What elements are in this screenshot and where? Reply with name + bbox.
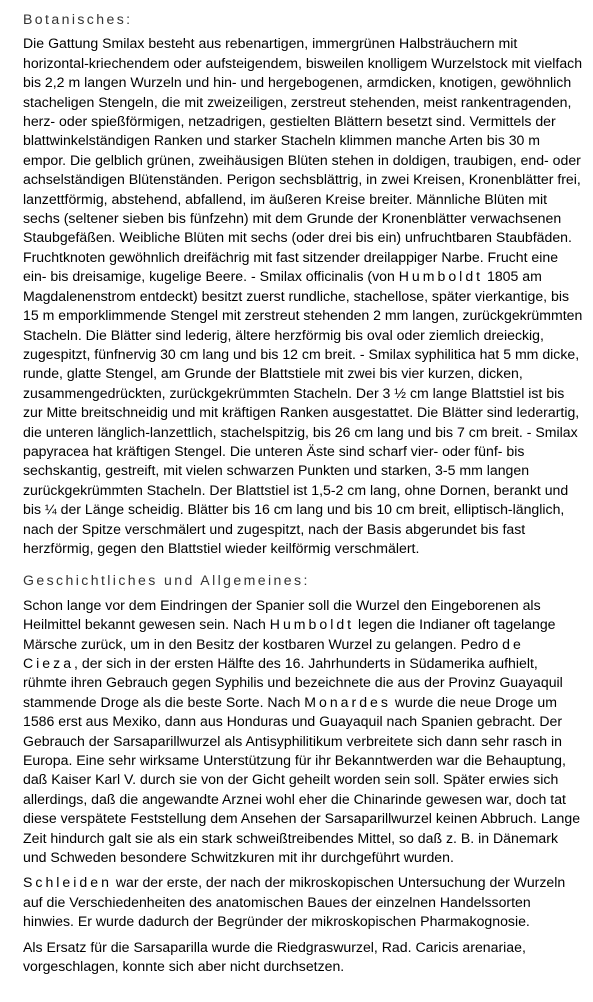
spaced-name: Humboldt — [269, 616, 355, 633]
text-run: Als Ersatz für die Sarsaparilla wurde die Riedgraswurzel, Rad. Caricis arenariae, vorgeschlagen, konnte sich aber nicht durchsetzen. — [23, 938, 526, 975]
text-run: , der sich in der ersten Hälfte des 16. Jahrhunderts in Südamerika aufhielt, rühmte ihren Gebrauch gegen Syphilis und bezeichnete die aus der Provinz Guayaquil stammende Droge als die beste Sorte. Nach — [23, 655, 563, 710]
spaced-name: de Cieza — [23, 635, 524, 671]
text-run: Schon lange vor dem Eindringen der Spanier soll die Wurzel den Eingeborenen als Heilmittel bekannt gewesen sein. Nach — [23, 596, 541, 633]
paragraph-geschichte-2 — [23, 873, 583, 931]
text-run: Die Gattung Smilax besteht aus rebenartigen, immergrünen Halbsträuchern mit horizontal-kriechendem oder aufsteigendem, bisweilen knolligem Wurzelstock mit vielfach bis 2,2 m langen Wurzeln und hin- und hergebogenen, armdicken, knotigen, gewöhnlich stacheligen Stengeln, die mit zweizeiligen, zerstreut stehenden, meist rankentragenden, herz- oder spießförmigen, netzadrigen, gestielten Blättern besetzt sind. Vermittels der blattwinkelständigen Ranken und starker Stacheln klimmen manche Arten bis 30 m empor. Die gelblich grünen, zweihäusigen Blüten stehen in doldigen, traubigen, end- oder achselständigen Blütenständen. Perigon sechsblättrig, in zwei Kreisen, Kronenblätter frei, lanzettförmig, abstehend, abfallend, im äußeren Kreise breiter. Männliche Blüten mit sechs (seltener sieben bis fünfzehn) mit dem Grunde der Kronenblätter verwachsenen Staubgefäßen. Weibliche Blüten mit sechs (oder drei bis ein) unfruchtbaren Staubfäden. Fruchtknoten gewöhnlich dreifächrig mit fast sitzender dreilappiger Narbe. Frucht eine ein- bis dreisamige, kugelige Beere. - Smilax officinalis (von — [23, 35, 583, 285]
text-run: wurde die neue Droge um 1586 erst aus Mexiko, dann aus Honduras und Guayaquil nach Spanien gebracht. Der Gebrauch der Sarsaparillwurzel als Antisyphilitikum verbreitete sich dann sehr rasch in Europa. Eine sehr wirksame Unterstützung für ihr Bekanntwerden war die Behauptung, daß Kaiser Karl V. durch sie von der Gicht geheilt worden sein soll. Später erwies sich allerdings, daß die angewandte Arznei wohl eher die Chinarinde gewesen war, doch tat diese verspätete Feststellung dem Ansehen der Sarsaparillwurzel keinen Abbruch. Lange Zeit hindurch galt sie als ein stark schweißtreibendes Mittel, so daß z. B. in Dänemark und Schweden besondere Schwitzkuren mit ihr durchgeführt wurden. — [23, 693, 581, 866]
text-run: 1805 am Magdalenenstrom entdeckt) besitzt zuerst rundliche, stachellose, später vierkantige, bis 15 m emporklimmende Stengel mit zerstreut stehenden 2 mm langen, zurückgekrümmten Stacheln. Die Blätter sind lederig, ältere herzförmig bis oval oder ziemlich dreieckig, zugespitzt, fünfnervig 30 cm lang und bis 12 cm breit. - Smilax syphilitica hat 5 mm dicke, runde, glatte Stengel, am Grunde der Blattstiele mit zwei bis vier kurzen, dicken, zusammengedrückten, zurückgekrümmten Stacheln. Der 3 ½ cm lange Blattstiel ist bis zur Mitte breitschneidig und mit kräftigen Ranken ausgestattet. Die Blätter sind lederartig, die unteren länglich-lanzettlich, stachelspitzig, bis 26 cm lang und bis 7 cm breit. - Smilax papyracea hat kräftigen Stengel. Die unteren Äste sind scharf vier- oder fünf- bis sechskantig, gestreift, mit vielen schwarzen Punkten und starken, 3-5 mm langen zurückgekrümmten Stacheln. Der Blattstiel ist 1,5-2 cm lang, ohne Dornen, berankt und bis ¼ der Länge scheidig. Blätter bis 16 cm lang und bis 10 cm breit, elliptisch-länglich, nach der Spitze verschmälert und zugespitzt, nach der Basis abgerundet bis fast herzförmig, gegen den Blattstiel wieder keilförmig verschmälert. — [23, 268, 583, 556]
spaced-name: Monardes — [304, 693, 391, 710]
paragraph-geschichte-3 — [23, 938, 583, 977]
spaced-name: Humboldt — [398, 268, 484, 285]
text-run: war der erste, der nach der mikroskopischen Untersuchung der Wurzeln auf die Verschiedenheiten des anatomischen Baues der einzelnen Handelssorten hinwies. Er wurde dadurch der Begründer der mikroskopischen Pharmakognosie. — [23, 874, 566, 930]
paragraph-botanisches — [23, 34, 583, 558]
paragraph-geschichte-1 — [23, 596, 583, 868]
section-heading-geschichtliches: Geschichtliches und Allgemeines: — [23, 572, 310, 589]
section-heading-botanisches: Botanisches: — [23, 11, 133, 27]
spaced-name: Schleiden — [23, 874, 112, 891]
text-run: legen die Indianer oft tagelange Märsche zurück, um in den Besitz der kostbaren Wurzel zu gelangen. Pedro — [23, 616, 556, 652]
